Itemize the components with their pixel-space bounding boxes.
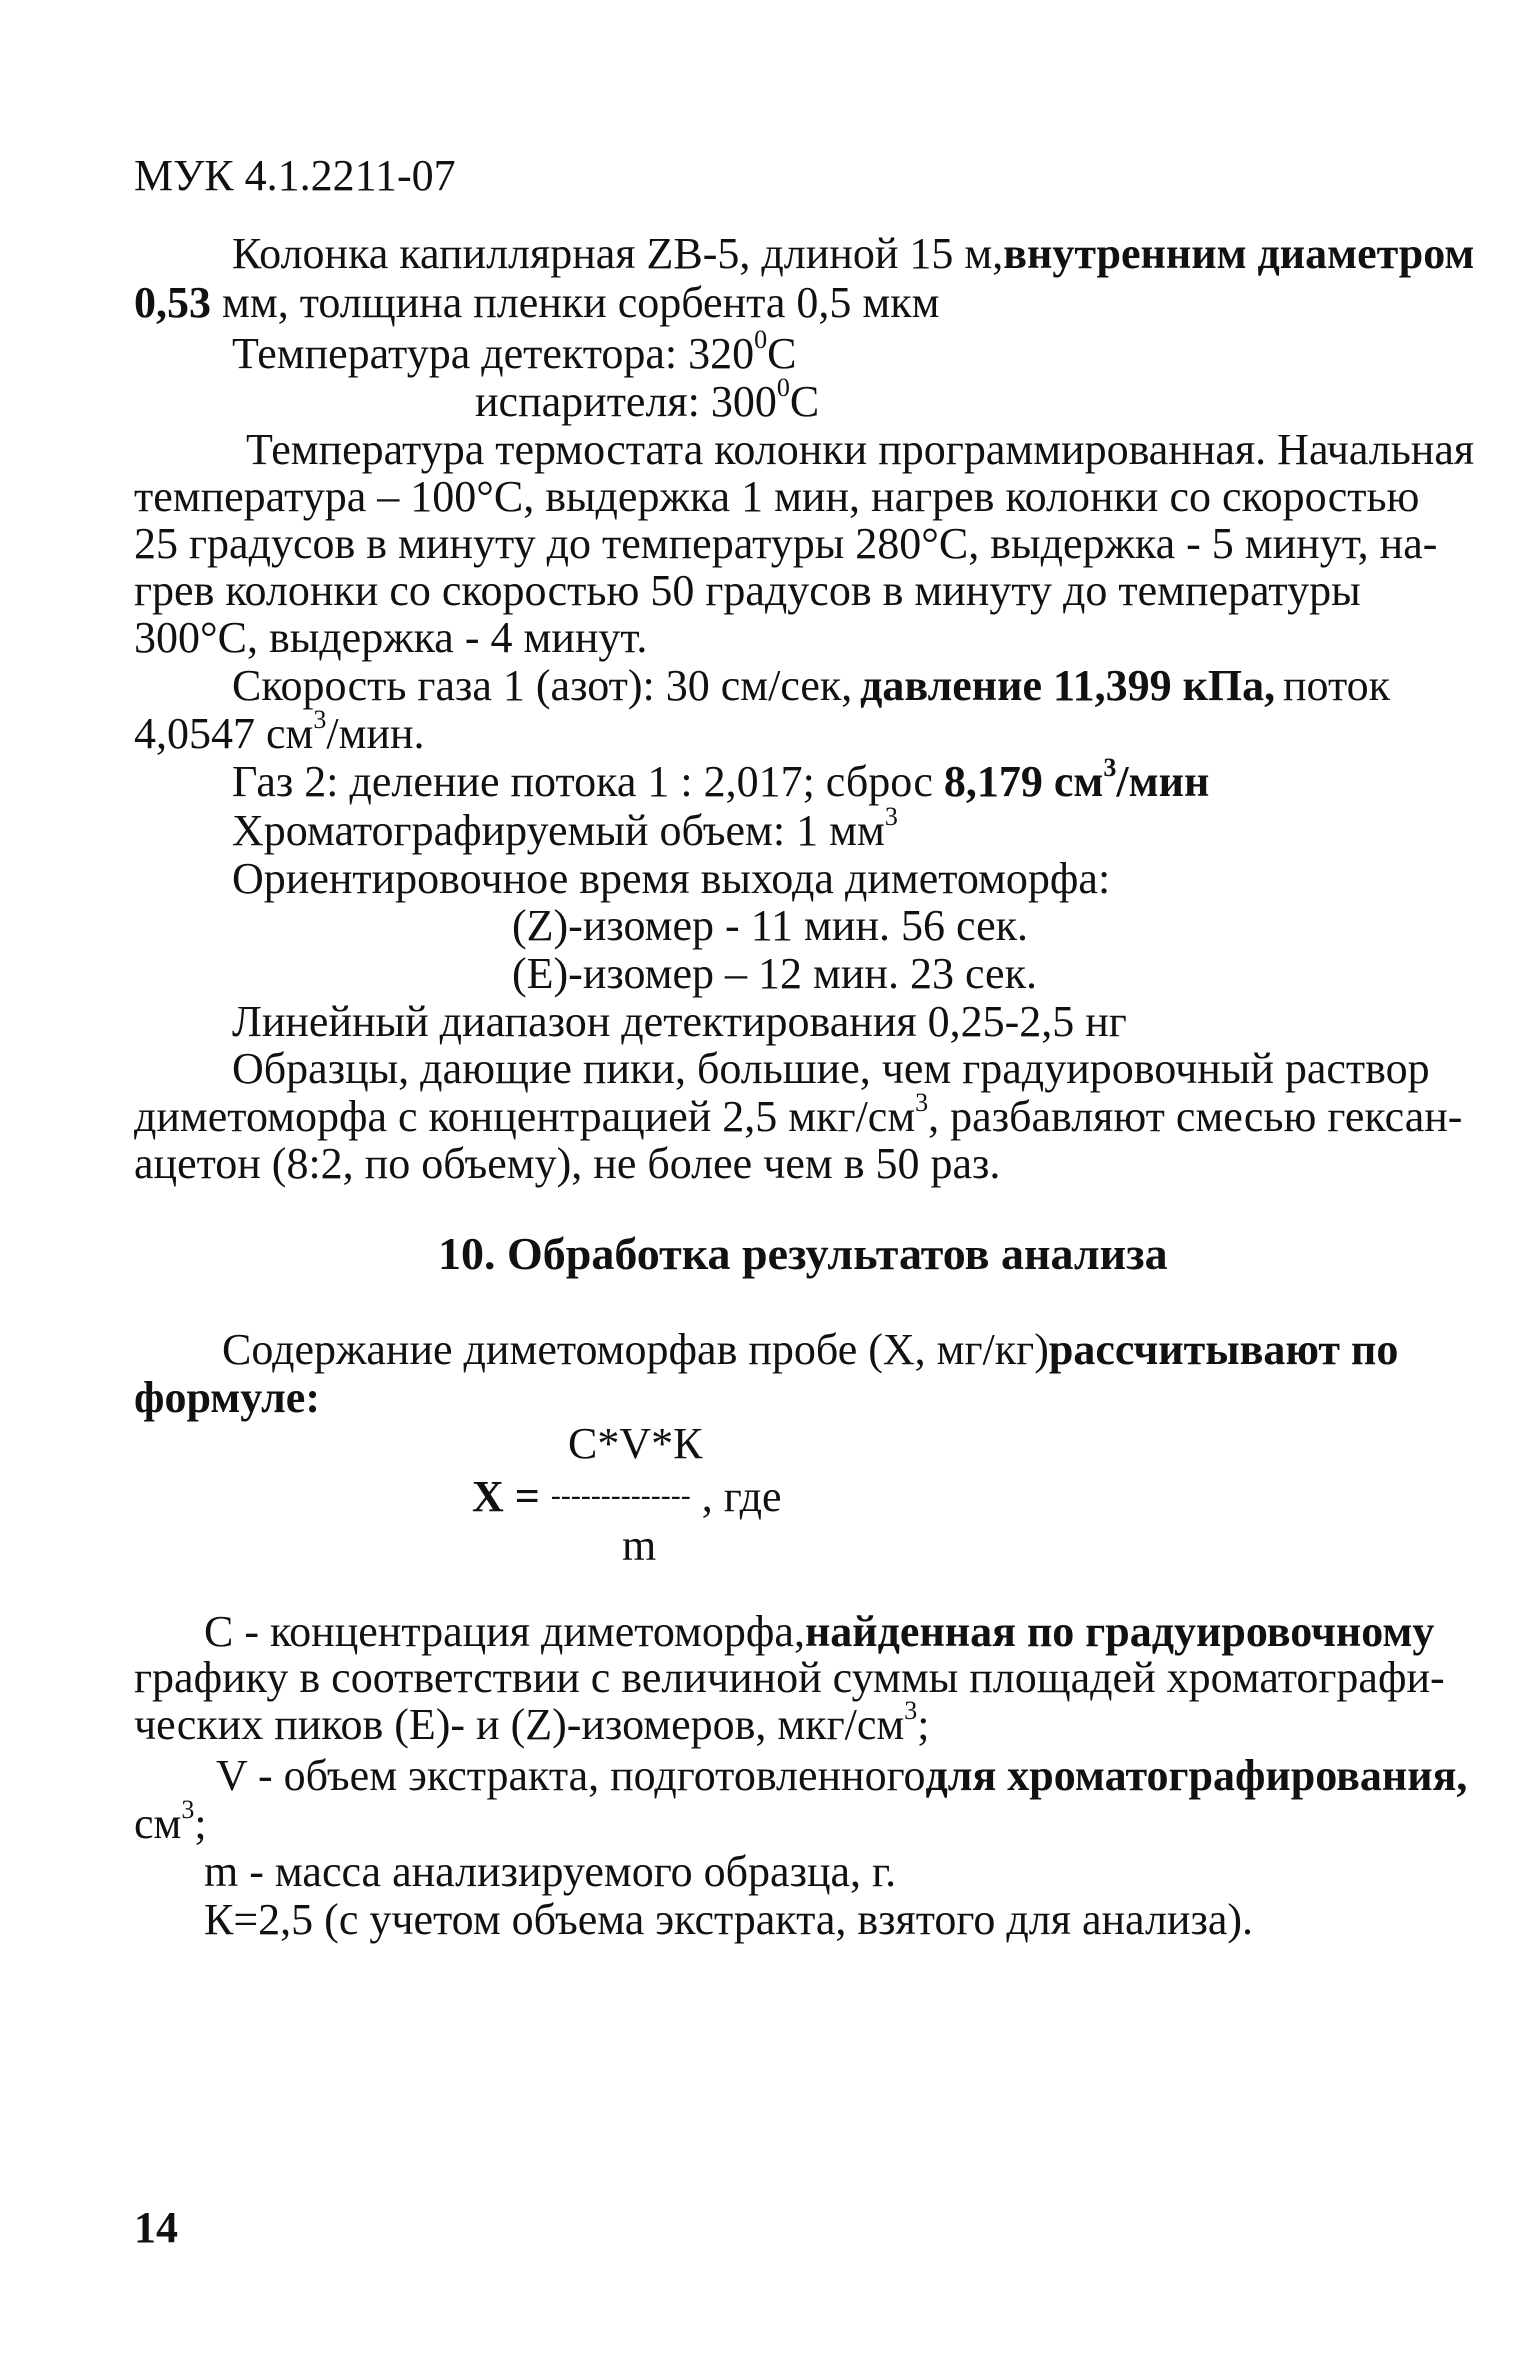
retention-title: Ориентировочное время выхода диметоморфа: <box>232 854 1111 903</box>
column-diameter-label: внутренним диаметром <box>1003 229 1475 278</box>
dilution-text-2a: диметоморфа с концентрацией 2,5 мкг/см <box>134 1092 916 1141</box>
cube-mark: 3 <box>915 1088 929 1117</box>
fraction-bar: -------------- <box>550 1479 691 1512</box>
formula-intro-line-2: формуле: <box>134 1373 320 1422</box>
temp-evap-unit: C <box>789 377 820 426</box>
dilution-text-2b: , разбавляют смесью гексан- <box>928 1092 1463 1141</box>
cube-mark: 3 <box>313 705 327 734</box>
linear-range: Линейный диапазон детектирования 0,25-2,5 нг <box>232 997 1127 1046</box>
formula-intro-line-1 <box>222 1324 1399 1376</box>
thermostat-line-3 <box>134 518 1438 570</box>
temp-unit: C <box>767 329 797 378</box>
e-isomer: (Е)-изомер – 12 мин. 23 сек. <box>512 949 1037 998</box>
formula-denominator: m <box>622 1521 657 1570</box>
def-k-line: К=2,5 (с учетом объема экстракта, взятого для анализа). <box>204 1895 1254 1944</box>
gas2-purge-value: 8,179 см <box>943 757 1104 806</box>
def-c-semicolon: ; <box>917 1700 930 1749</box>
gas1-flow-unit: /мин. <box>326 709 425 758</box>
temp-detector <box>232 325 797 380</box>
volume-line <box>232 802 898 857</box>
z-isomer: (Z)-изомер - 11 мин. 56 сек. <box>512 901 1028 950</box>
def-c-line-2 <box>134 1652 1445 1704</box>
def-v-purpose: для хроматографирования, <box>925 1751 1468 1800</box>
thermostat-text-1: Температура термостата колонки программированная. Начальная <box>246 425 1475 474</box>
section-title: 10. Обработка результатов анализа <box>438 1228 1168 1279</box>
cube-mark: 3 <box>181 1795 195 1824</box>
temp-evaporator-text: испарителя: 300 <box>475 377 777 426</box>
dilution-line-3: ацетон (8:2, по объему), не более чем в 50 раз. <box>134 1139 1001 1188</box>
gas2-split: Газ 2: деление потока 1 : 2,017; сброс <box>232 757 933 806</box>
page-number: 14 <box>134 2203 178 2252</box>
gas1-speed: Скорость газа 1 (азот): 30 см/сек, <box>232 661 853 710</box>
intro-content: Содержание диметоморфа <box>222 1325 717 1374</box>
gas2-purge-unit: /мин <box>1116 757 1210 806</box>
degree-mark: 0 <box>776 373 790 402</box>
intro-sample: в пробе (Х, мг/кг) <box>716 1325 1049 1374</box>
def-v-term: V - объем экстракта, подготовленного <box>216 1751 926 1800</box>
thermostat-line-1 <box>246 424 1475 476</box>
thermostat-text-3: 25 градусов в минуту до температуры 280°С, выдержка - 5 минут, на- <box>134 519 1438 568</box>
def-m-line: m - масса анализируемого образца, г. <box>204 1847 897 1896</box>
def-c-found: найденная по градуировочному <box>804 1607 1435 1656</box>
gas1-flow-value: 4,0547 см <box>134 709 314 758</box>
doc-code: МУК 4.1.2211-07 <box>134 151 456 200</box>
gas2-line <box>232 753 1210 808</box>
column-diameter-value: 0,53 <box>134 278 211 327</box>
intro-calc: рассчитывают по <box>1048 1325 1399 1374</box>
cube-mark: 3 <box>884 802 898 831</box>
cube-mark: 3 <box>1103 753 1117 782</box>
def-v-line-1 <box>216 1750 1468 1802</box>
thermostat-text-2: температура – 100°С, выдержка 1 мин, нагрев колонки со скоростью <box>134 472 1420 521</box>
gas1-line-2 <box>134 705 425 760</box>
temp-detector-text: Температура детектора: 320 <box>232 329 755 378</box>
def-v-semicolon: ; <box>194 1799 207 1848</box>
gas1-line-1 <box>232 660 1390 712</box>
temp-evaporator <box>475 373 820 428</box>
gas2-purge <box>943 753 1210 806</box>
formula-numerator: С*V*К <box>568 1419 703 1468</box>
thermostat-line-4 <box>134 565 1390 617</box>
def-v-line-2 <box>134 1795 207 1850</box>
degree-mark: 0 <box>754 325 768 354</box>
def-c-line-1 <box>204 1606 1435 1658</box>
def-c-text-2: графику в соответствии с величиной суммы площадей хроматографи- <box>134 1653 1445 1702</box>
column-line-2 <box>134 277 940 329</box>
column-line-1 <box>232 228 1475 280</box>
def-c-term: С - концентрация диметоморфа, <box>204 1607 805 1656</box>
formula-line <box>472 1470 782 1523</box>
dilution-line-1 <box>232 1043 1430 1095</box>
column-film: мм, толщина пленки сорбента 0,5 мкм <box>222 278 940 327</box>
gas1-pressure: давление 11,399 кПа, <box>860 661 1276 710</box>
gas1-flow-label: поток <box>1283 661 1390 710</box>
thermostat-text-4: грев колонки со скоростью 50 градусов в минуту до температуры <box>134 566 1361 615</box>
def-c-text-3: ческих пиков (Е)- и (Z)-изомеров, мкг/см <box>134 1700 905 1749</box>
volume-text: Хроматографируемый объем: 1 мм <box>232 806 885 855</box>
formula-suffix: , где <box>701 1472 782 1521</box>
cube-mark: 3 <box>904 1696 918 1725</box>
formula-lhs: Х = <box>472 1472 540 1521</box>
thermostat-line-5: 300°С, выдержка - 4 минут. <box>134 613 648 662</box>
dilution-text-1: Образцы, дающие пики, большие, чем градуировочный раствор <box>232 1044 1430 1093</box>
def-c-line-3 <box>134 1696 930 1751</box>
dilution-line-2 <box>134 1088 1463 1143</box>
thermostat-line-2 <box>134 471 1420 523</box>
def-v-unit: см <box>134 1799 182 1848</box>
column-text: Колонка капиллярная ZB-5, длиной 15 м, <box>232 229 1004 278</box>
